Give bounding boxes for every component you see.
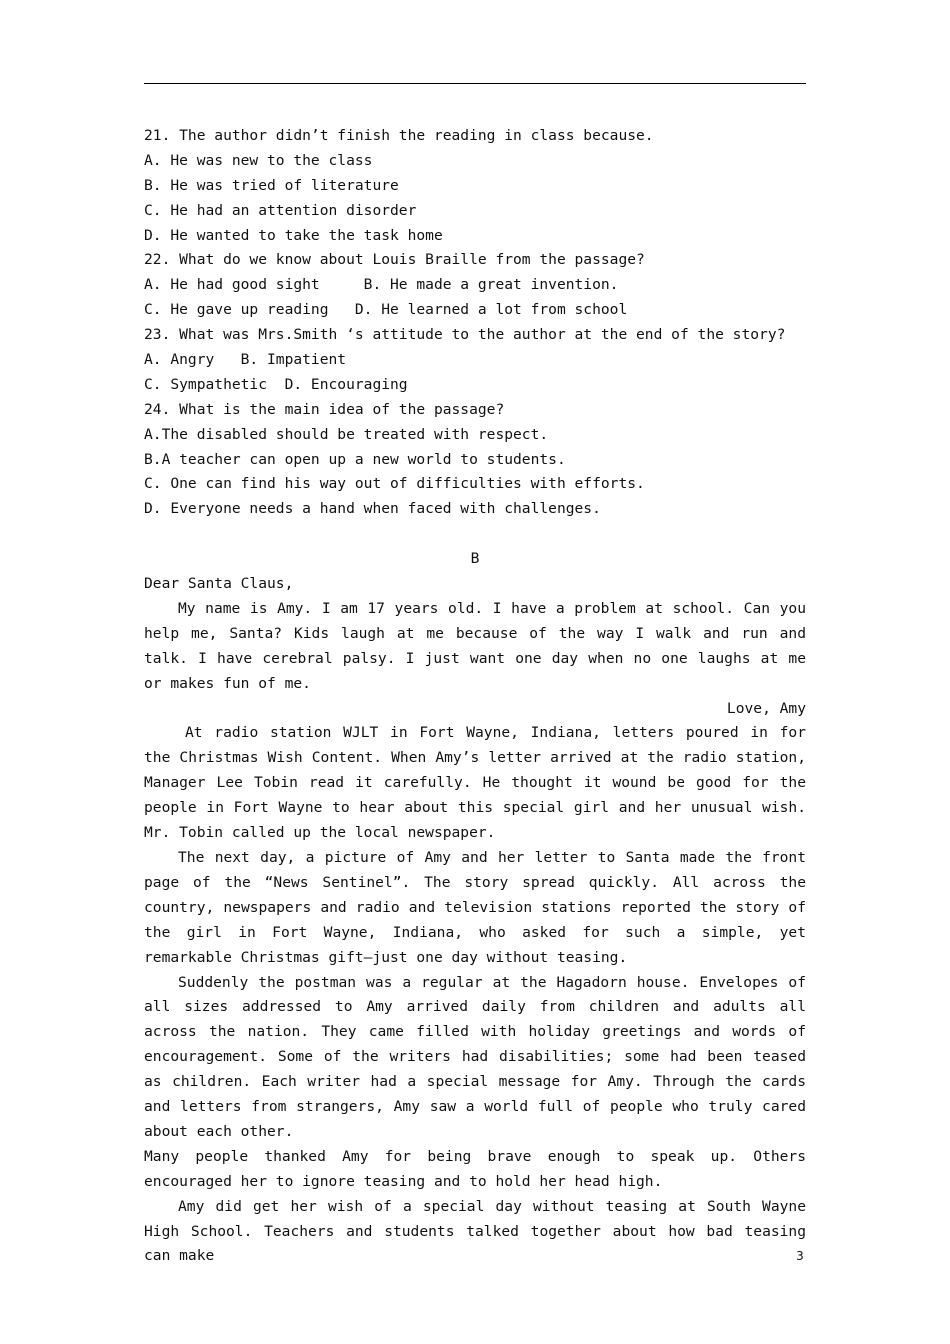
question-23 <box>144 323 806 398</box>
question-stem: 24. What is the main idea of the passage? <box>144 400 505 418</box>
answer-option: C. He gave up reading D. He learned a lot from school <box>144 301 628 319</box>
question-22 <box>144 248 806 323</box>
question-stem: 22. What do we know about Louis Braille from the passage? <box>144 251 645 269</box>
header-rule <box>144 83 806 84</box>
section-heading: B <box>470 550 480 568</box>
passage-paragraph: The next day, a picture of Amy and her letter to Santa made the front page of the “News Sentinel”. The story spread quickly. All across the country, newspapers and radio and television stations reported the story of the girl in Fort Wayne, Indiana, who asked for such a simple, yet remarkable Christmas gift—just one day without teasing. <box>144 848 806 966</box>
question-stem: 21. The author didn’t finish the reading in class because. <box>144 127 654 144</box>
question-24 <box>144 398 806 522</box>
letter-salutation: Dear Santa Claus, <box>144 575 294 593</box>
page-number: 3 <box>796 1249 804 1263</box>
answer-option: A. He was new to the class <box>144 151 373 169</box>
passage-paragraph: Amy did get her wish of a special day without teasing at South Wayne High School. Teachers and students talked together about how bad teasing can make <box>144 1197 806 1265</box>
question-stem: 23. What was Mrs.Smith ‘s attitude to the author at the end of the story? <box>144 326 786 344</box>
answer-option: A. He had good sight B. He made a great invention. <box>144 276 619 294</box>
letter-body: My name is Amy. I am 17 years old. I have a problem at school. Can you help me, Santa? Kids laugh at me because of the way I walk and run and talk. I have cerebral palsy. I just want one day when no one laughs at me or makes fun of me. <box>144 599 806 692</box>
answer-option: B. He was tried of literature <box>144 176 399 194</box>
answer-option: D. He wanted to take the task home <box>144 226 443 244</box>
page-content <box>144 124 806 1269</box>
passage-paragraph: Suddenly the postman was a regular at the Hagadorn house. Envelopes of all sizes addressed to Amy arrived daily from children and adults all across the nation. They came filled with holiday greetings and words of encouragement. Some of the writers had disabilities; some had been teased as children. Each writer had a special message for Amy. Through the cards and letters from strangers, Amy saw a world full of people who truly cared about each other. <box>144 973 806 1140</box>
question-21 <box>144 124 806 248</box>
section-spacer <box>144 522 806 547</box>
answer-option: C. Sympathetic D. Encouraging <box>144 375 408 393</box>
answer-option: B.A teacher can open up a new world to students. <box>144 450 566 468</box>
passage-paragraph: Many people thanked Amy for being brave enough to speak up. Others encouraged her to ignore teasing and to hold her head high. <box>144 1147 806 1190</box>
passage-paragraph: At radio station WJLT in Fort Wayne, Indiana, letters poured in for the Christmas Wish Content. When Amy’s letter arrived at the radio station, Manager Lee Tobin read it carefully. He thought it wound be good for the people in Fort Wayne to hear about this special girl and her unusual wish. Mr. Tobin called up the local newspaper. <box>144 724 806 842</box>
answer-option: C. One can find his way out of difficulties with efforts. <box>144 475 645 493</box>
answer-option: A.The disabled should be treated with respect. <box>144 425 549 443</box>
letter-signoff: Love, Amy <box>726 699 806 717</box>
answer-option: A. Angry B. Impatient <box>144 351 347 369</box>
answer-option: C. He had an attention disorder <box>144 201 417 219</box>
answer-option: D. Everyone needs a hand when faced with challenges. <box>144 500 601 518</box>
